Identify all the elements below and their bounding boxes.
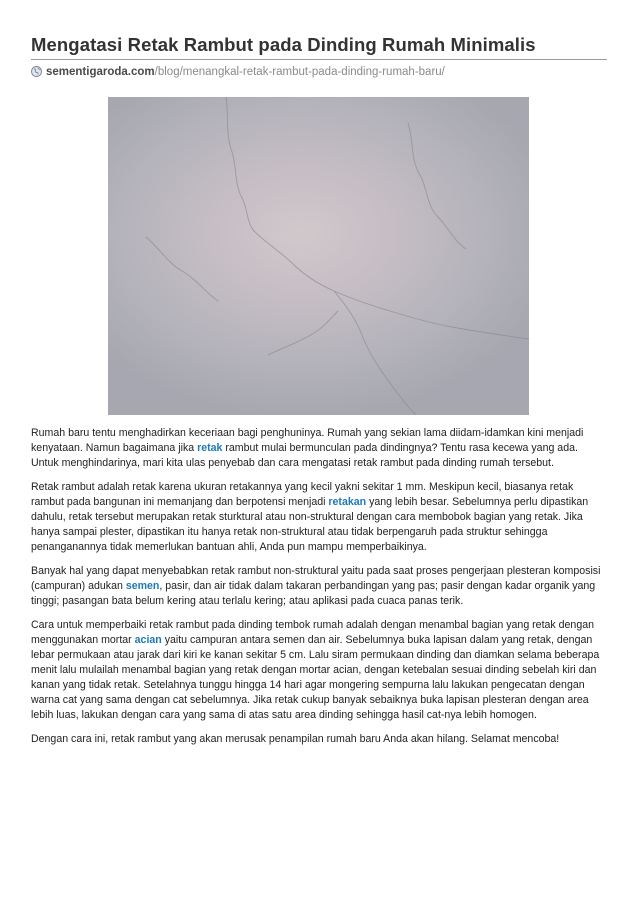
- paragraph-text: Retak rambut adalah retak karena ukuran retakannya yang kecil yakni sekitar 1 mm. Meskipun kecil, biasanya retak rambut pada bangunan ini memanjang dan berpotensi menjadi: [31, 481, 574, 508]
- semen-link[interactable]: semen: [125, 580, 160, 592]
- globe-icon: [31, 66, 42, 77]
- paragraph-text: rambut mulai bermunculan pada dindingnya? Tentu rasa kecewa yang ada. Untuk menghindarinya, mari kita ulas penyebab dan cara mengatasi retak rambut pada dinding rumah tersebut.: [31, 442, 578, 469]
- title-divider: [31, 59, 607, 60]
- paragraph-text: Banyak hal yang dapat menyebabkan retak rambut non-struktural yaitu pada saat proses pengerjaan plesteran komposisi (campuran) adukan: [31, 565, 601, 592]
- source-line: [31, 64, 445, 80]
- hairline-crack-wall-photo: [108, 97, 529, 415]
- paragraph-repair: [31, 618, 607, 723]
- page-title: Mengatasi Retak Rambut pada Dinding Rumah Minimalis: [31, 34, 536, 55]
- paragraph-closing: Dengan cara ini, retak rambut yang akan merusak penampilan rumah baru Anda akan hilang. Selamat mencoba!: [31, 733, 560, 745]
- paragraph-text: Rumah baru tentu menghadirkan keceriaan bagi penghuninya. Rumah yang sekian lama diidam-idamkan kini menjadi kenyataan. Namun bagaimana jika: [31, 427, 584, 454]
- retak-link[interactable]: retak: [197, 442, 223, 454]
- paragraph-intro: [31, 426, 607, 471]
- paragraph-text: yaitu campuran antara semen dan air. Sebelumnya buka lapisan dalam yang retak, dengan lebar permukaan atau jarak dari kiri ke kanan sekitar 5 cm. Lalu siram permukaan dinding dan diamkan selama beberapa menit lalu mulailah menambal bagian yang retak dengan mortar acian, dengan ketebalan sesuai dinding sebelah kiri dan kanan yang tidak retak. Setelahnya tunggu hingga 14 hari agar mongering sempurna lalu lakukan pengecatan dengan warna cat yang sama dengan cat sebelumnya. Jika retak cukup banyak sebaiknya buka lapisan plesteran dengan area lebih luas, lakukan dengan cara yang sama di atas satu area dinding sehingga hasil cat-nya lebih homogen.: [31, 634, 600, 721]
- acian-link[interactable]: acian: [134, 634, 162, 646]
- source-path-link[interactable]: /blog/menangkal-retak-rambut-pada-dinding-rumah-baru/: [154, 66, 445, 78]
- source-domain-link[interactable]: sementigaroda.com: [46, 66, 155, 78]
- article-body: [31, 426, 607, 756]
- paragraph-causes: [31, 564, 607, 609]
- paragraph-text: , pasir, dan air tidak dalam takaran perbandingan yang pas; pasir dengan kadar organik yang tinggi; pasangan bata belum kering atau terlalu kering; atau aplikasi pada cuaca panas terik.: [31, 580, 596, 607]
- paragraph-definition: [31, 480, 607, 555]
- paragraph-text: yang lebih besar. Sebelumnya perlu dipastikan dahulu, retak tersebut merupakan retak sturktural atau non-struktural dengan cara membobok bagian yang retak. Jika hanya sampai plester, dipastikan itu hanya retak non-struktural atau tidak berpengaruh pada struktur sehingga penanganannya tidak memerlukan bantuan ahli, Anda pun mampu memperbaikinya.: [31, 496, 589, 553]
- retakan-link[interactable]: retakan: [328, 496, 367, 508]
- paragraph-text: Cara untuk memperbaiki retak rambut pada dinding tembok rumah adalah dengan menambal bagian yang retak dengan menggunakan mortar: [31, 619, 594, 646]
